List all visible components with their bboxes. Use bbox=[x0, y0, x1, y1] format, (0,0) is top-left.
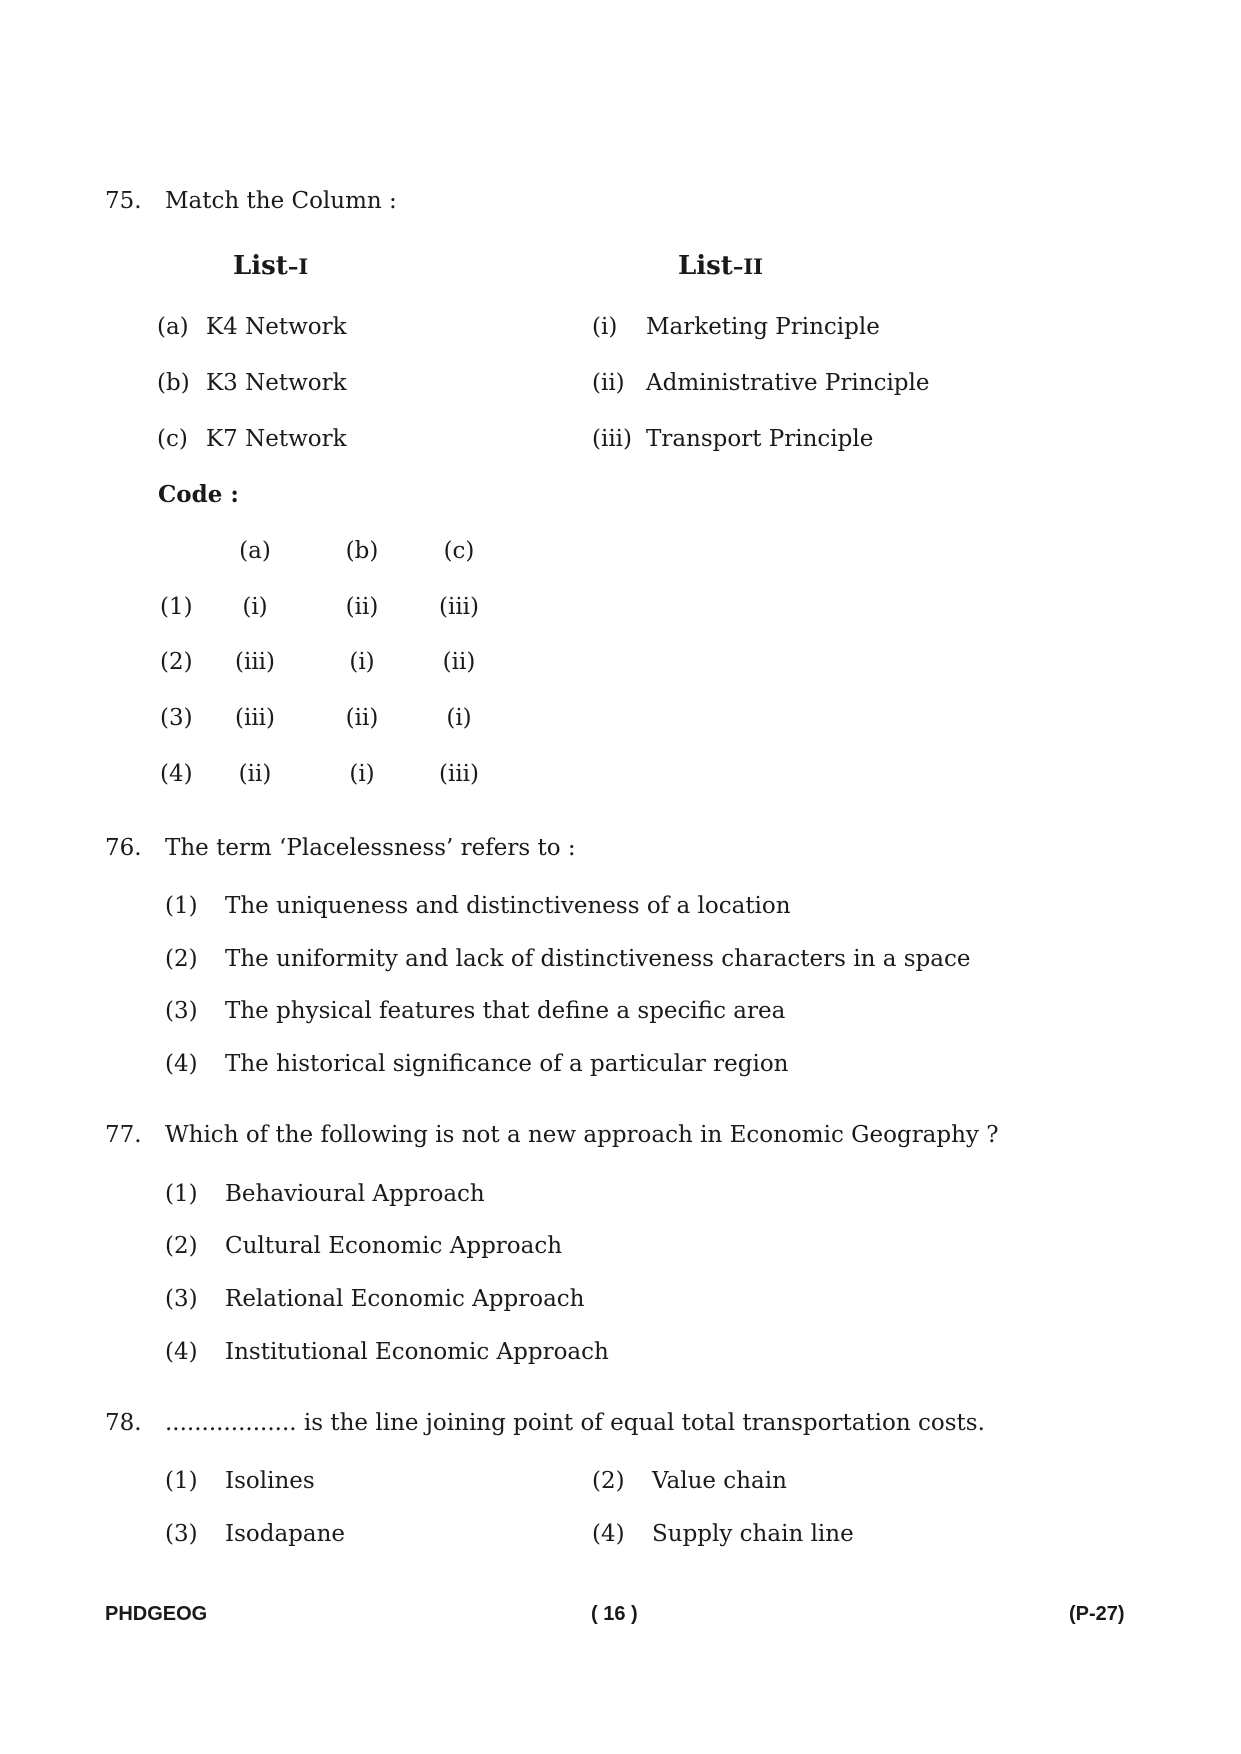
question-number: 76. bbox=[105, 835, 142, 861]
option-text: Institutional Economic Approach bbox=[225, 1339, 609, 1365]
code-header: (c) bbox=[443, 538, 475, 564]
option-text: The uniqueness and distinctiveness of a location bbox=[225, 893, 791, 919]
code-option: (4) bbox=[160, 761, 193, 787]
code-label: Code : bbox=[158, 481, 239, 508]
option-label: (1) bbox=[165, 1468, 198, 1494]
code-cell: (iii) bbox=[438, 594, 479, 620]
code-cell: (iii) bbox=[234, 649, 275, 675]
code-option: (1) bbox=[160, 594, 193, 620]
option-label: (4) bbox=[165, 1339, 198, 1365]
footer-page-number: ( 16 ) bbox=[591, 1603, 638, 1625]
list-2-item: Marketing Principle bbox=[646, 314, 880, 340]
list-2-item: Transport Principle bbox=[646, 426, 874, 452]
option-text: The historical significance of a particular region bbox=[225, 1051, 789, 1077]
option-text: Value chain bbox=[652, 1468, 787, 1494]
list-1-heading: List–I bbox=[233, 251, 309, 281]
code-cell: (ii) bbox=[345, 705, 379, 731]
list-2-item: Administrative Principle bbox=[646, 370, 930, 396]
question-text: .................. is the line joining point of equal total transportation costs. bbox=[165, 1410, 985, 1436]
list-2-label: (iii) bbox=[592, 426, 633, 452]
list-1-label: (b) bbox=[157, 370, 190, 396]
list-1-item: K4 Network bbox=[206, 314, 347, 340]
question-text: The term ‘Placelessness’ refers to : bbox=[165, 835, 576, 861]
footer-paper-code: PHDGEOG bbox=[105, 1603, 208, 1625]
option-text: Relational Economic Approach bbox=[225, 1286, 585, 1312]
code-header: (b) bbox=[345, 538, 379, 564]
option-text: Isodapane bbox=[225, 1521, 346, 1547]
option-text: Isolines bbox=[225, 1468, 315, 1494]
code-option: (2) bbox=[160, 649, 193, 675]
option-label: (3) bbox=[165, 998, 198, 1024]
code-cell: (i) bbox=[349, 761, 375, 787]
option-text: Cultural Economic Approach bbox=[225, 1233, 563, 1259]
code-option: (3) bbox=[160, 705, 193, 731]
option-label: (1) bbox=[165, 893, 198, 919]
question-number: 75. bbox=[105, 188, 142, 214]
list-2-heading: List–II bbox=[678, 251, 763, 281]
option-label: (3) bbox=[165, 1286, 198, 1312]
code-cell: (ii) bbox=[238, 761, 272, 787]
list-1-label: (c) bbox=[157, 426, 188, 452]
list-1-item: K3 Network bbox=[206, 370, 347, 396]
option-text: Supply chain line bbox=[652, 1521, 854, 1547]
list-1-item: K7 Network bbox=[206, 426, 347, 452]
option-label: (4) bbox=[592, 1521, 625, 1547]
option-text: Behavioural Approach bbox=[225, 1181, 485, 1207]
list-2-label: (i) bbox=[592, 314, 618, 340]
question-number: 77. bbox=[105, 1122, 142, 1148]
code-cell: (iii) bbox=[234, 705, 275, 731]
option-label: (1) bbox=[165, 1181, 198, 1207]
code-cell: (i) bbox=[349, 649, 375, 675]
option-label: (3) bbox=[165, 1521, 198, 1547]
question-number: 78. bbox=[105, 1410, 142, 1436]
code-cell: (i) bbox=[242, 594, 268, 620]
option-label: (2) bbox=[165, 946, 198, 972]
code-cell: (i) bbox=[446, 705, 472, 731]
option-text: The uniformity and lack of distinctiveness characters in a space bbox=[225, 946, 971, 972]
option-text: The physical features that define a specific area bbox=[225, 998, 786, 1024]
code-cell: (ii) bbox=[345, 594, 379, 620]
code-header: (a) bbox=[239, 538, 271, 564]
list-1-label: (a) bbox=[157, 314, 189, 340]
code-cell: (ii) bbox=[442, 649, 476, 675]
footer-set-code: (P-27) bbox=[1069, 1603, 1125, 1625]
code-cell: (iii) bbox=[438, 761, 479, 787]
option-label: (2) bbox=[592, 1468, 625, 1494]
question-text: Which of the following is not a new approach in Economic Geography ? bbox=[165, 1122, 999, 1148]
question-text: Match the Column : bbox=[165, 188, 397, 214]
list-2-label: (ii) bbox=[592, 370, 625, 396]
option-label: (2) bbox=[165, 1233, 198, 1259]
option-label: (4) bbox=[165, 1051, 198, 1077]
